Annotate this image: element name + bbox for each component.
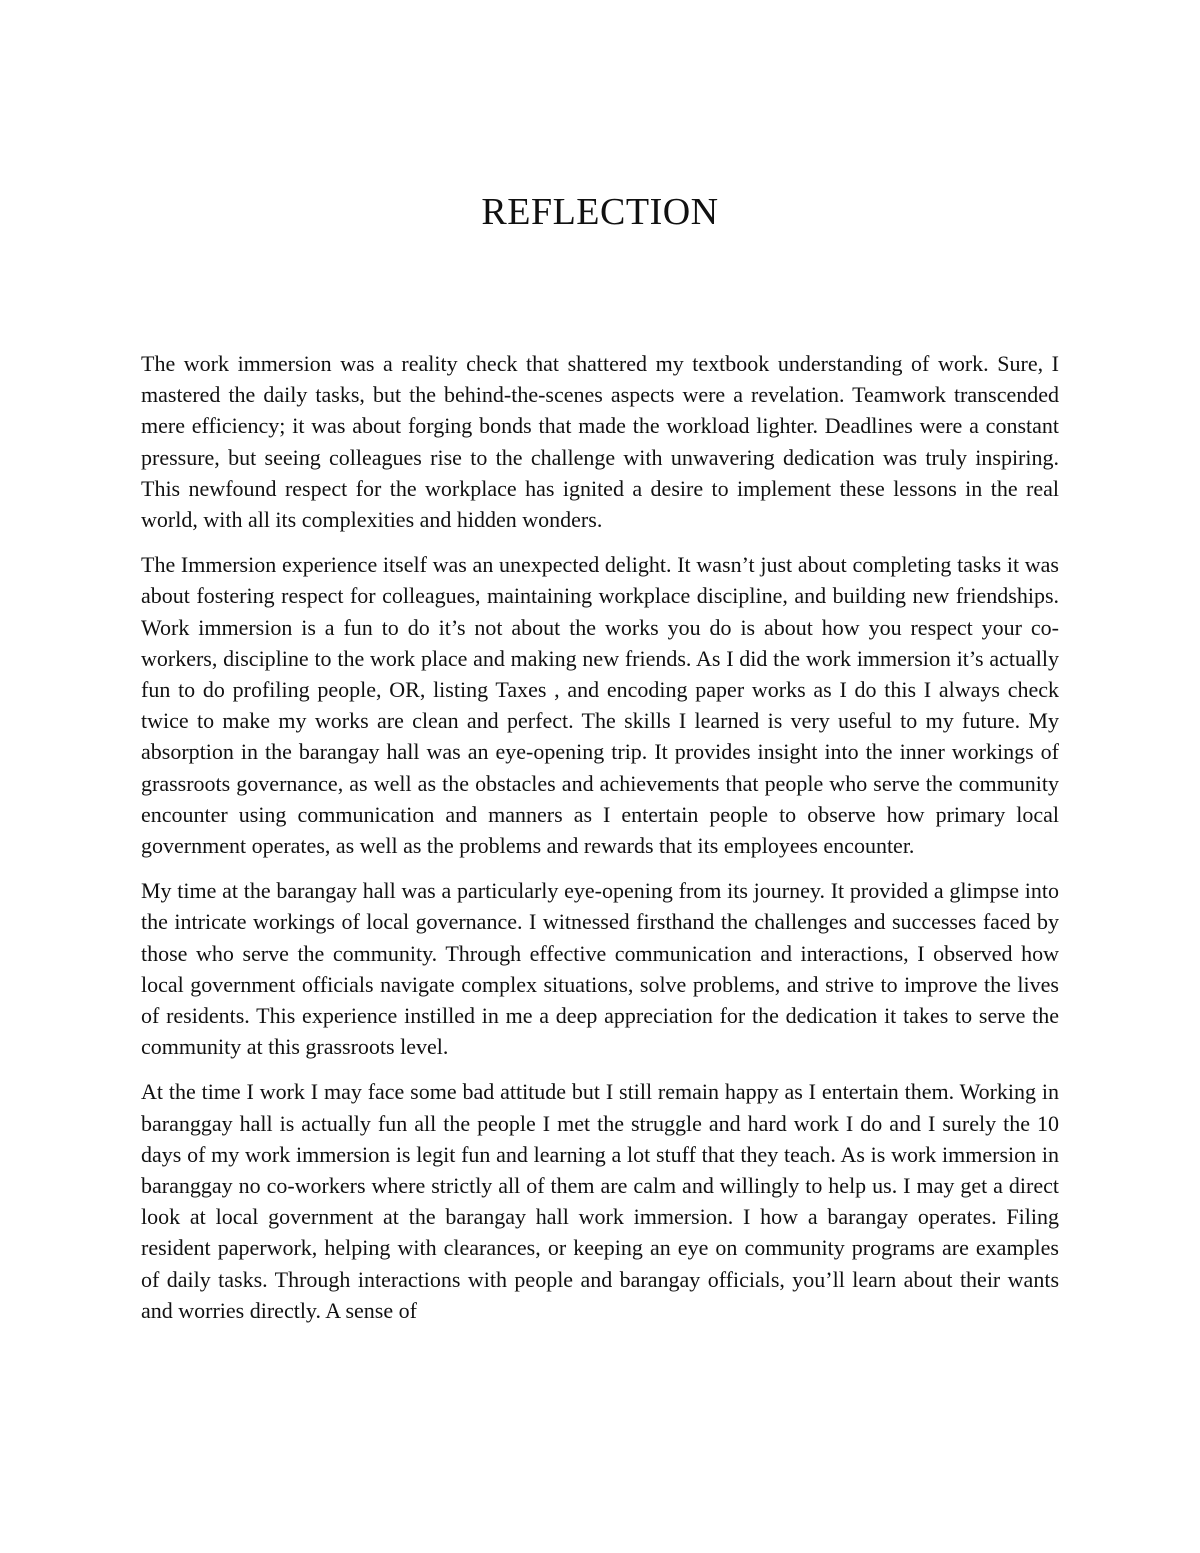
paragraph-1: The work immersion was a reality check that shattered my textbook understanding of work. Sure, I mastered the daily tasks, but the behind-the-scenes aspects were a revelation. Teamwork transcended mere efficiency; it was about forging bonds that made the workload lighter. Deadlines were a constant pressure, but seeing colleagues rise to the challenge with unwavering dedication was truly inspiring. This newfound respect for the workplace has ignited a desire to implement these lessons in the real world, with all its complexities and hidden wonders. xyxy=(141,351,1059,533)
paragraph-4: At the time I work I may face some bad attitude but I still remain happy as I entertain them. Working in baranggay hall is actually fun all the people I met the struggle and hard work I do and I surely the 10 days of my work immersion is legit fun and learning a lot stuff that they teach. As is work immersion in baranggay no co-workers where strictly all of them are calm and willingly to help us. I may get a direct look at local government at the barangay hall work immersion. I how a barangay operates. Filing resident paperwork, helping with clearances, or keeping an eye on community programs are examples of daily tasks. Through interactions with people and barangay officials, you’ll learn about their wants and worries directly. A sense of xyxy=(141,1079,1059,1323)
paragraph-2: The Immersion experience itself was an unexpected delight. It wasn’t just about completing tasks it was about fostering respect for colleagues, maintaining workplace discipline, and building new friendships. Work immersion is a fun to do it’s not about the works you do is about how you respect your co-workers, discipline to the work place and making new friends. As I did the work immersion it’s actually fun to do profiling people, OR, listing Taxes , and encoding paper works as I do this I always check twice to make my works are clean and perfect. The skills I learned is very useful to my future. My absorption in the barangay hall was an eye-opening trip. It provides insight into the inner workings of grassroots governance, as well as the obstacles and achievements that people who serve the community encounter using communication and manners as I entertain people to observe how primary local government operates, as well as the problems and rewards that its employees encounter. xyxy=(141,552,1059,859)
paragraph-3: My time at the barangay hall was a particularly eye-opening from its journey. It provided a glimpse into the intricate workings of local governance. I witnessed firsthand the challenges and successes faced by those who serve the community. Through effective communication and interactions, I observed how local government officials navigate complex situations, solve problems, and strive to improve the lives of residents. This experience instilled in me a deep appreciation for the dedication it takes to serve the community at this grassroots level. xyxy=(141,878,1059,1060)
document-title: REFLECTION xyxy=(481,191,719,233)
document-body xyxy=(141,348,1059,1358)
